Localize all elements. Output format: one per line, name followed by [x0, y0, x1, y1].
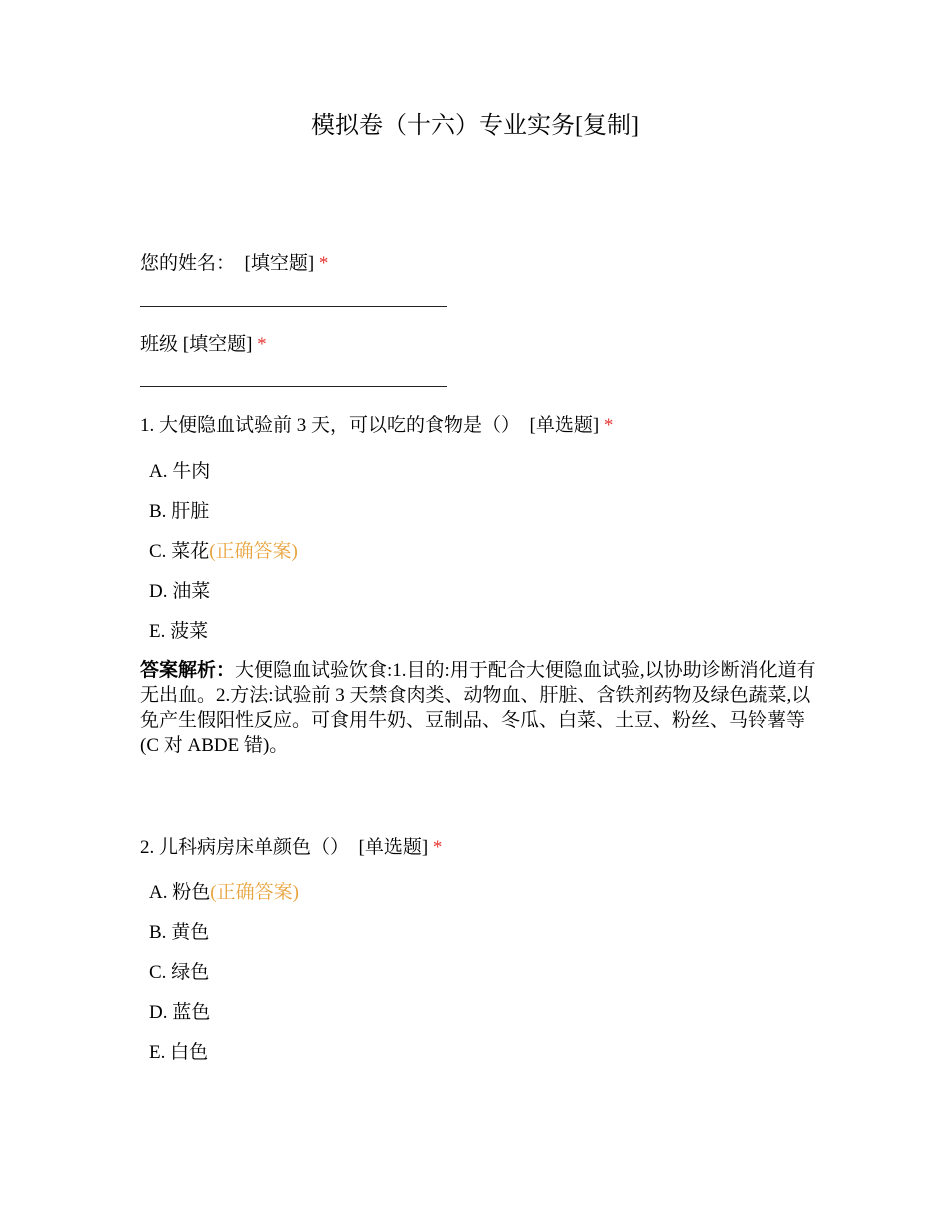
name-label: 您的姓名： — [140, 253, 236, 274]
q1-option-e[interactable] — [149, 619, 208, 645]
option-letter: C. — [149, 541, 167, 562]
name-question — [140, 251, 328, 277]
required-mark: * — [432, 837, 443, 858]
q2-option-b[interactable] — [149, 920, 209, 946]
question-type: [单选题] — [529, 415, 600, 436]
analysis-text: 大便隐血试验饮食:1.目的:用于配合大便隐血试验,以协助诊断消化道有无出血。2.方法:试验前 3 天禁食肉类、动物血、肝脏、含铁剂药物及绿色蔬菜,以免产生假阳性反应。可食用牛奶、豆制品、冬瓜、白菜、土豆、粉丝、马铃薯等(C 对 ABDE 错)。 — [140, 660, 816, 756]
class-input-line[interactable] — [140, 386, 447, 387]
page-title: 模拟卷（十六）专业实务[复制] — [311, 113, 639, 139]
question-number: 1. — [140, 415, 155, 436]
option-text: 菠菜 — [170, 621, 209, 642]
q1-option-d[interactable] — [149, 579, 210, 605]
question-number: 2. — [140, 837, 155, 858]
analysis-label: 答案解析： — [140, 660, 236, 681]
required-mark: * — [603, 415, 614, 436]
option-letter: B. — [149, 501, 167, 522]
q2-option-a[interactable] — [149, 880, 299, 906]
name-input-line[interactable] — [140, 306, 447, 307]
q2-option-d[interactable] — [149, 1000, 210, 1026]
class-question — [140, 332, 267, 358]
option-letter: D. — [149, 1002, 168, 1023]
option-letter: E. — [149, 621, 166, 642]
option-text: 肝脏 — [171, 501, 210, 522]
question-1-title — [140, 413, 613, 439]
required-mark: * — [257, 334, 267, 355]
option-letter: A. — [149, 882, 168, 903]
question-2-title — [140, 835, 442, 861]
option-letter: E. — [149, 1042, 166, 1063]
question-text: 大便隐血试验前 3 天，可以吃的食物是（） — [159, 415, 521, 436]
option-letter: A. — [149, 461, 168, 482]
option-text: 油菜 — [172, 581, 211, 602]
q1-option-a[interactable] — [149, 459, 210, 485]
required-mark: * — [318, 253, 329, 274]
option-text: 白色 — [170, 1042, 209, 1063]
option-text: 菜花 — [171, 541, 210, 562]
class-type: [填空题] — [182, 334, 253, 355]
option-text: 粉色 — [172, 882, 211, 903]
correct-answer-tag: (正确答案) — [210, 882, 299, 903]
q2-option-c[interactable] — [149, 960, 209, 986]
correct-answer-tag: (正确答案) — [209, 541, 298, 562]
class-label: 班级 — [140, 334, 179, 355]
q1-analysis — [140, 658, 820, 758]
option-text: 绿色 — [171, 962, 210, 983]
option-letter: C. — [149, 962, 167, 983]
question-text: 儿科病房床单颜色（） — [159, 837, 350, 858]
option-letter: D. — [149, 581, 168, 602]
option-text: 牛肉 — [172, 461, 211, 482]
q1-option-b[interactable] — [149, 499, 209, 525]
option-text: 黄色 — [171, 922, 210, 943]
question-type: [单选题] — [358, 837, 429, 858]
q1-option-c[interactable] — [149, 539, 298, 565]
name-type: [填空题] — [244, 253, 315, 274]
option-letter: B. — [149, 922, 167, 943]
option-text: 蓝色 — [172, 1002, 211, 1023]
q2-option-e[interactable] — [149, 1040, 208, 1066]
